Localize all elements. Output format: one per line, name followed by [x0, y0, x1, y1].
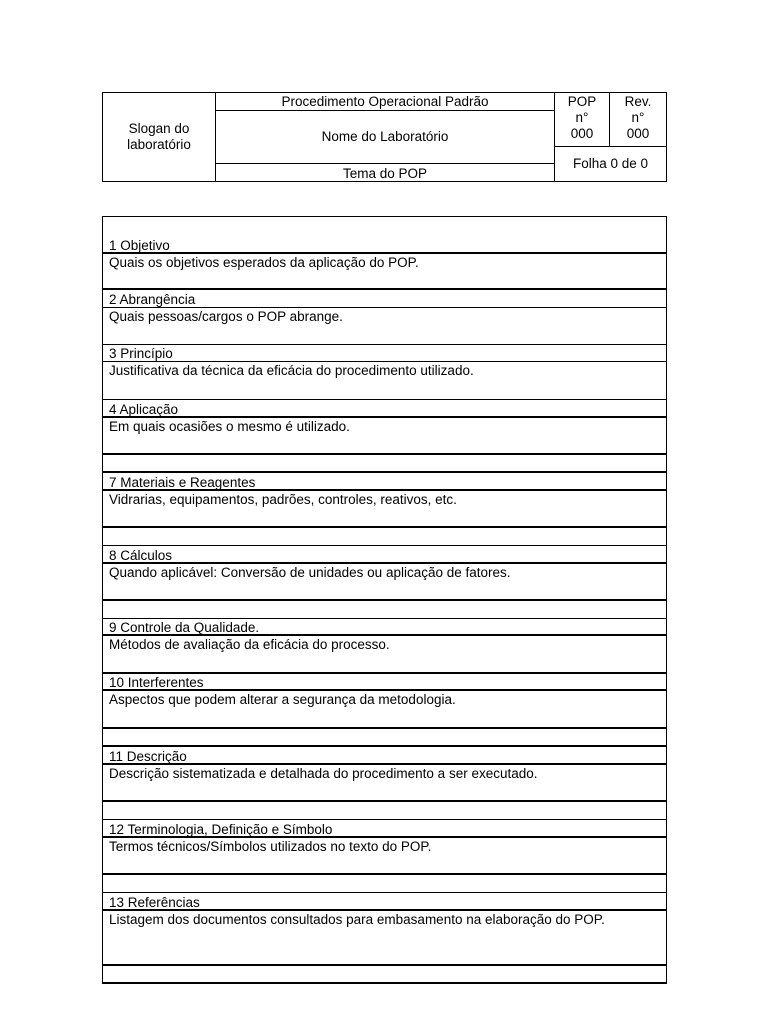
sheet-count: Folha 0 de 0	[572, 156, 649, 172]
section-description: Em quais ocasiões o mesmo é utilizado.	[109, 419, 350, 434]
section-title: 7 Materiais e Reagentes	[109, 475, 256, 490]
section-title: 4 Aplicação	[109, 402, 179, 417]
pop-number-label: n°	[575, 110, 589, 125]
section-title: 11 Descrição	[109, 749, 187, 764]
divider	[103, 599, 666, 601]
section-title: 3 Princípio	[109, 346, 173, 361]
pop-number: 000	[570, 126, 594, 141]
rev-number: 000	[626, 126, 650, 141]
revision-number-cell	[610, 93, 666, 147]
pop-number-cell	[555, 93, 610, 147]
section-description: Listagem dos documentos consultados para embasamento na elaboração do POP.	[109, 912, 605, 927]
lab-name: Nome do Laboratório	[216, 111, 555, 164]
section-title: 9 Controle da Qualidade.	[109, 620, 260, 635]
pop-header-table	[102, 92, 667, 182]
procedure-title: Procedimento Operacional Padrão	[216, 93, 555, 111]
pop-theme: Tema do POP	[216, 164, 555, 181]
section-description: Métodos de avaliação da eficácia do processo.	[109, 637, 390, 652]
section-title: 1 Objetivo	[109, 238, 170, 253]
section-title: 13 Referências	[109, 895, 200, 910]
section-description: Termos técnicos/Símbolos utilizados no texto do POP.	[109, 839, 432, 854]
section-title: 8 Cálculos	[109, 548, 173, 563]
section-description: Vidrarias, equipamentos, padrões, controles, reativos, etc.	[109, 492, 457, 507]
section-title: 12 Terminologia, Definição e Símbolo	[109, 822, 333, 837]
section-description: Justificativa da técnica da eficácia do procedimento utilizado.	[109, 363, 474, 378]
rev-number-label: n°	[631, 110, 645, 125]
rev-label: Rev.	[624, 94, 652, 109]
divider	[103, 873, 666, 875]
pop-label: POP	[567, 94, 597, 109]
lab-slogan: Slogan do laboratório	[103, 93, 216, 181]
divider	[103, 727, 666, 729]
divider	[103, 964, 666, 966]
section-title: 2 Abrangência	[109, 292, 196, 307]
pop-sections-table	[102, 216, 667, 984]
section-description: Quais os objetivos esperados da aplicação do POP.	[109, 255, 419, 270]
section-description: Aspectos que podem alterar a segurança da metodologia.	[109, 692, 456, 707]
section-description: Descrição sistematizada e detalhada do procedimento a ser executado.	[109, 766, 538, 781]
divider	[103, 800, 666, 802]
section-title: 10 Interferentes	[109, 675, 204, 690]
divider	[103, 526, 666, 528]
section-description: Quando aplicável: Conversão de unidades ou aplicação de fatores.	[109, 565, 511, 580]
section-description: Quais pessoas/cargos o POP abrange.	[109, 309, 343, 324]
divider	[103, 453, 666, 455]
